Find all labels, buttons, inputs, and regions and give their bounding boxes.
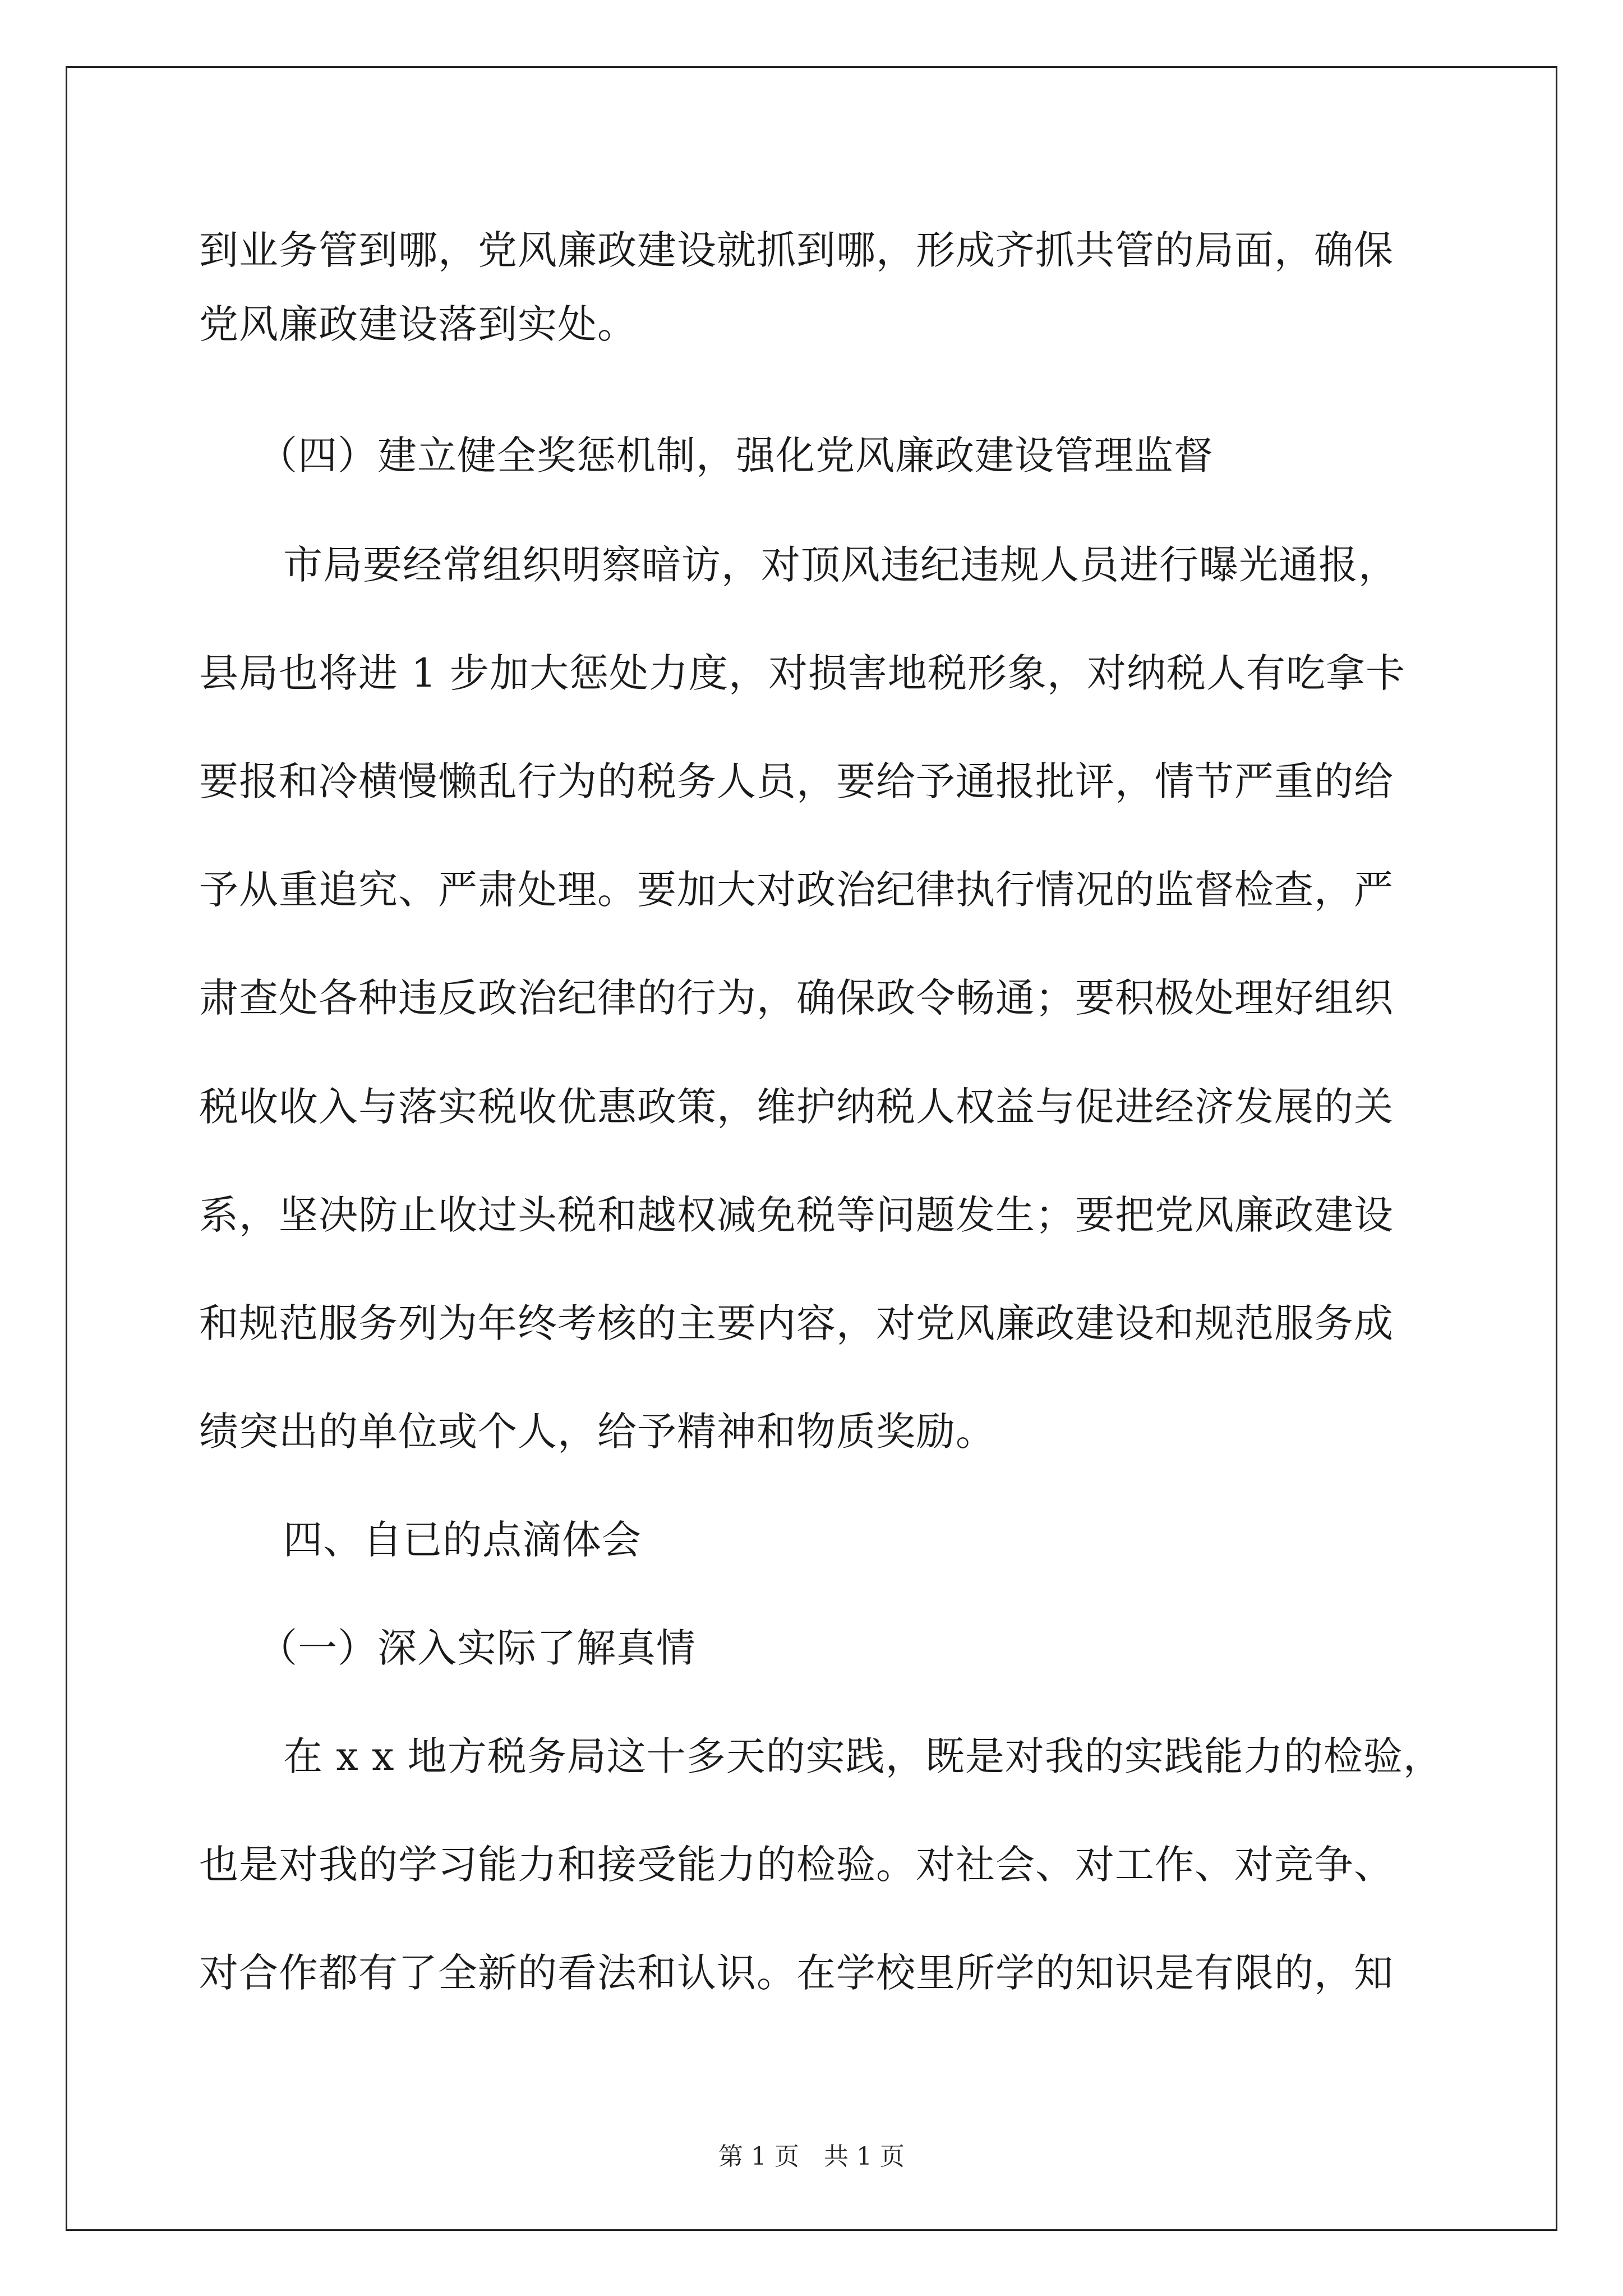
body-text-line: 也是对我的学习能力和接受能力的检验。对社会、对工作、对竞争、 bbox=[199, 1842, 1394, 1888]
body-text-line: 党风廉政建设落到实处。 bbox=[199, 301, 637, 347]
body-text-line: 予从重追究、严肃处理。要加大对政治纪律执行情况的监督检查，严 bbox=[199, 867, 1394, 913]
body-text-line: 要报和冷横慢懒乱行为的税务人员，要给予通报批评，情节严重的给 bbox=[199, 758, 1394, 804]
body-text-line: 对合作都有了全新的看法和认识。在学校里所学的知识是有限的，知 bbox=[199, 1950, 1394, 1996]
subsection-heading: （一）深入实际了解真情 bbox=[258, 1625, 696, 1671]
section-heading: （四）建立健全奖惩机制，强化党风廉政建设管理监督 bbox=[258, 432, 1214, 478]
body-text-line: 系，坚决防止收过头税和越权减免税等问题发生；要把党风廉政建设 bbox=[199, 1192, 1394, 1238]
body-text-line: 税收收入与落实税收优惠政策，维护纳税人权益与促进经济发展的关 bbox=[199, 1084, 1394, 1130]
page-number-footer: 第 1 页 共 1 页 bbox=[718, 2142, 905, 2171]
body-text-line: 在 x x 地方税务局这十多天的实践，既是对我的实践能力的检验， bbox=[283, 1733, 1443, 1779]
body-text-line: 肃查处各种违反政治纪律的行为，确保政令畅通；要积极处理好组织 bbox=[199, 975, 1394, 1021]
body-text-line: 县局也将进 1 步加大惩处力度，对损害地税形象，对纳税人有吃拿卡 bbox=[199, 650, 1406, 696]
body-text-line: 绩突出的单位或个人，给予精神和物质奖励。 bbox=[199, 1409, 995, 1455]
body-text-line: 到业务管到哪，党风廉政建设就抓到哪，形成齐抓共管的局面，确保 bbox=[199, 227, 1394, 273]
body-text-line: 和规范服务列为年终考核的主要内容，对党风廉政建设和规范服务成 bbox=[199, 1300, 1394, 1346]
body-text-line: 市局要经常组织明察暗访，对顶风违纪违规人员进行曝光通报， bbox=[283, 542, 1398, 588]
page-border bbox=[66, 66, 1557, 2231]
section-heading: 四、自已的点滴体会 bbox=[283, 1517, 642, 1563]
